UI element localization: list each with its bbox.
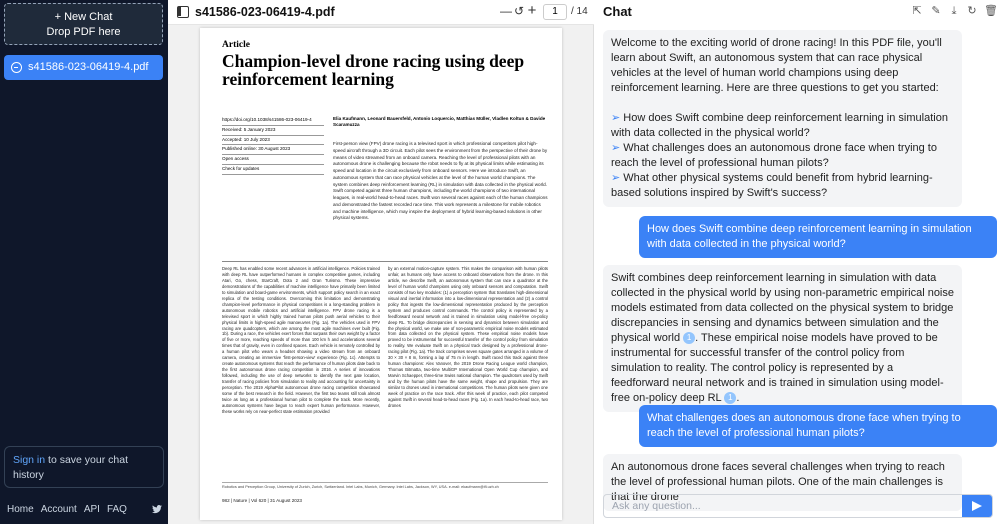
meta-published: Published online: 30 August 2023 [222, 145, 324, 155]
answer-text: Swift combines deep reinforcement learning in simulation with data collected in the physical world by using non-parametric empirical noise models estimated from data collected on the physical system to bridge discrepancies in sensing and dynamics between simulation and the physical world [611, 272, 954, 344]
refresh-icon[interactable]: ↻ [967, 5, 977, 17]
article-tag: Article [222, 40, 250, 50]
article-meta [222, 116, 324, 175]
signin-box [4, 446, 164, 488]
twitter-icon[interactable] [152, 505, 162, 514]
send-icon: ➢ [611, 142, 621, 154]
meta-open-access: Open access [222, 155, 324, 165]
new-chat-label: + New Chat [54, 11, 113, 23]
send-icon: ➢ [611, 112, 621, 124]
rotate-icon[interactable]: ↺ [513, 4, 525, 18]
edit-icon[interactable]: ✎ [931, 5, 941, 17]
new-chat-button[interactable] [4, 3, 163, 45]
chat-input[interactable] [604, 495, 954, 517]
suggested-question-text: How does Swift combine deep reinforcement learning in simulation with data collected in the physical world? [611, 112, 948, 139]
suggested-question-2[interactable] [611, 141, 954, 171]
assistant-message: An autonomous drone faces several challenges when trying to reach the level of professional human pilots. One of the main challenges is that the drone [603, 454, 962, 511]
user-message: How does Swift combine deep reinforcement learning in simulation with data collected in the physical world? [639, 216, 997, 258]
chat-header [595, 0, 1000, 25]
chat-title: Chat [603, 4, 632, 19]
download-icon[interactable]: ⤓ [951, 5, 957, 17]
meta-received: Received: 5 January 2023 [222, 126, 324, 136]
file-status-icon [11, 62, 22, 73]
page-total: / 14 [571, 6, 588, 17]
drop-pdf-label: Drop PDF here [46, 26, 121, 38]
suggested-question-1[interactable] [611, 111, 954, 141]
citation-badge[interactable]: 1 [724, 392, 736, 404]
meta-accepted: Accepted: 10 July 2023 [222, 136, 324, 146]
divider [222, 261, 548, 262]
share-icon[interactable]: ⇱ [912, 5, 922, 17]
send-button[interactable] [962, 495, 992, 517]
footer-account-link[interactable]: Account [40, 504, 77, 515]
citation-badge[interactable]: 1 [683, 332, 695, 344]
answer-text: . [736, 392, 740, 404]
user-message: What challenges does an autonomous drone face when trying to reach the level of professional human pilots? [639, 405, 997, 447]
zoom-out-icon[interactable]: — [500, 4, 512, 18]
file-name: s41586-023-06419-4.pdf [28, 61, 149, 73]
meta-check-updates[interactable]: Check for updates [222, 165, 324, 175]
delete-icon[interactable]: 🗑 [984, 5, 998, 17]
page-footer: 982 | Nature | Vol 620 | 31 August 2023 [222, 498, 302, 503]
sidebar-toggle-icon[interactable] [177, 6, 189, 18]
assistant-message [603, 265, 962, 412]
sidebar-footer [7, 504, 179, 515]
body-column-right: by an external motion-capture system. This makes the comparison with human pilots unfair, as humans only have access to onboard observations from the drone. In this article, we describe Swift, an autonomous system that can race a quadrotor at the level of human world champions using only onboard sensors and computation. Swift consists of two key modules: (1) a perception system that translates high-dimensional visual and inertial information into a low-dimensional representation and (2) a control policy that ingests the low-dimensional representation produced by the perception system and produces control commands. The control policy is represented by a feedforward neural network and is trained in simulation using model-free on-policy deep RL. To bridge discrepancies in sensing and dynamics between simulation and the physical world, we make use of non-parametric empirical noise models estimated from data collected on the physical system. These empirical noise models have proved to be instrumental for successful transfer of the control policy from simulation to reality. We evaluate Swift on a physical track designed by a professional drone-racing pilot (Fig. 1a). The track comprises seven square gates arranged in a volume of 30 × 30 × 8 m, forming a lap of 75 m in length. Swift raced this track against three human champions: Alex Vanover, the 2019 Drone Racing League world champion, Thomas Bitmatta, two-time MultiGP International Open World Cup champion, and Marvin Schaepper, three-time Swiss national champion. The quadrotors used by Swift and by the human pilots have the same weight, shape and propulsion. They are similar to drones used in international competitions. The human pilots were given one week of practice on the race track. After this week of practice, each pilot competed against Swift in several head-to-head races (Fig. 1a). In each head-to-head race, two drones [388, 266, 548, 408]
assistant-message-welcome [603, 30, 962, 207]
footer-api-link[interactable]: API [83, 504, 100, 515]
pdf-title: s41586-023-06419-4.pdf [195, 5, 335, 19]
chat-pane [595, 0, 1000, 524]
suggested-question-text: What other physical systems could benefit from hybrid learning-based solutions inspired by Swift's success? [611, 172, 933, 199]
send-icon: ➢ [611, 172, 621, 184]
suggested-question-3[interactable] [611, 171, 954, 201]
footer-faq-link[interactable]: FAQ [106, 504, 127, 515]
signin-link[interactable]: Sign in [13, 454, 46, 466]
welcome-text: Welcome to the exciting world of drone racing! In this PDF file, you'll learn about Swift, an autonomous system that can race physical vehicles at the level of human world champions using deep reinforcement learning. Here are three questions to get you started: [611, 37, 942, 94]
article-authors: Elia Kaufmann, Leonard Bauersfeld, Antonio Loquercio, Matthias Müller, Vladlen Koltun & Davide Scaramuzza [333, 116, 546, 127]
article-abstract: First-person view (FPV) drone racing is a televised sport in which professional competitors pilot high-speed aircraft through a 3D circuit. Each pilot sees the environment from the perspective of their drone by means of video streamed from an onboard camera. Reaching the level of professional pilots with an autonomous drone is challenging because the robot needs to fly at its physical limits while estimating its speed and location in the circuit exclusively from onboard sensors. Here we introduce Swift, an autonomous system that can race physical vehicles at the level of the human world champions. The system combines deep reinforcement learning (RL) in simulation with data collected in the physical world. Swift competed against three human champions, including the world champions of two international leagues, in real-world head-to-head races. Swift won several races against each of the human champions and demonstrated the fastest recorded race time. This work represents a milestone for mobile robotics and machine intelligence, which may inspire the deployment of hybrid learning-based solutions in other physical systems. [333, 141, 548, 221]
zoom-in-icon[interactable]: + [527, 2, 537, 19]
signin-text: to save your chat history [13, 454, 128, 481]
footer-home-link[interactable]: Home [7, 504, 34, 515]
pdf-viewer [168, 0, 594, 524]
pdf-toolbar [168, 0, 594, 25]
body-column-left: Deep RL has enabled some recent advances in artificial intelligence. Policies trained with deep RL have outperformed humans in complex competitive games, including Atari, Go, chess, StarCraft, Dota 2 and Gran Turismo. These impressive demonstrations of the capabilities of machine intelligence have primarily been limited to simulation and board-game environments, which support policy search in an exact replica of the testing conditions. Overcoming this limitation and demonstrating champion-level performance in physical competitions is a long-standing problem in autonomous mobile robotics and artificial intelligence. FPV drone racing is a televised sport in which highly trained human pilots push aerial vehicles to their physical limits in high-speed agile manoeuvres (Fig. 1a). The vehicles used in FPV racing are quadcopters, which are among the most agile machines ever built (Fig. 1b). During a race, the vehicles exert forces that surpass their own weight by a factor of five or more, reaching speeds of more than 100 km h and accelerations several times that of gravity, even in confined spaces. Each vehicle is remotely controlled by a human pilot who wears a headset showing a video stream from an onboard camera, creating an immersive 'first-person-view' experience (Fig. 1c). Attempts to create autonomous systems that reach the performance of human pilots date back to the first autonomous drone racing competition in 2016. A series of innovations followed, including the use of deep networks to identify the next gate location, transfer of racing policies from simulation to reality and accounting for uncertainty in perception. The 2019 AlphaPilot autonomous drone racing competition showcased some of the best research in the field. However, the first two teams still took almost twice as long as a professional human pilot to complete the track. More recently, autonomous systems have begun to reach expert human performance. However, these works rely on near-perfect state estimation provided [222, 266, 380, 414]
page-footnote: Robotics and Perception Group, University of Zurich, Zurich, Switzerland. Intel Labs, Munich, Germany. Intel Labs, Jackson, WY, USA. e-mail: ekaufmann@ifi.uzh.ch [222, 482, 548, 489]
article-title: Champion-level drone racing using deep reinforcement learning [222, 51, 525, 89]
meta-doi[interactable]: https://doi.org/10.1038/s41586-023-06419-4 [222, 116, 324, 126]
pdf-page [200, 28, 562, 520]
suggested-question-text: What challenges does an autonomous drone face when trying to reach the level of professional human pilots? [611, 142, 937, 169]
answer-text: . These empirical noise models have proved to be instrumental for successful transfer of the control policy from simulation to reality. The control policy is represented by a feedforward neural network and is trained in simulation using model-free on-policy deep RL [611, 332, 944, 404]
chat-input-box [603, 494, 993, 518]
sidebar [0, 0, 168, 524]
page-number-input[interactable]: 1 [543, 4, 567, 20]
sidebar-file-item[interactable] [4, 55, 163, 80]
message-list [595, 25, 1000, 503]
